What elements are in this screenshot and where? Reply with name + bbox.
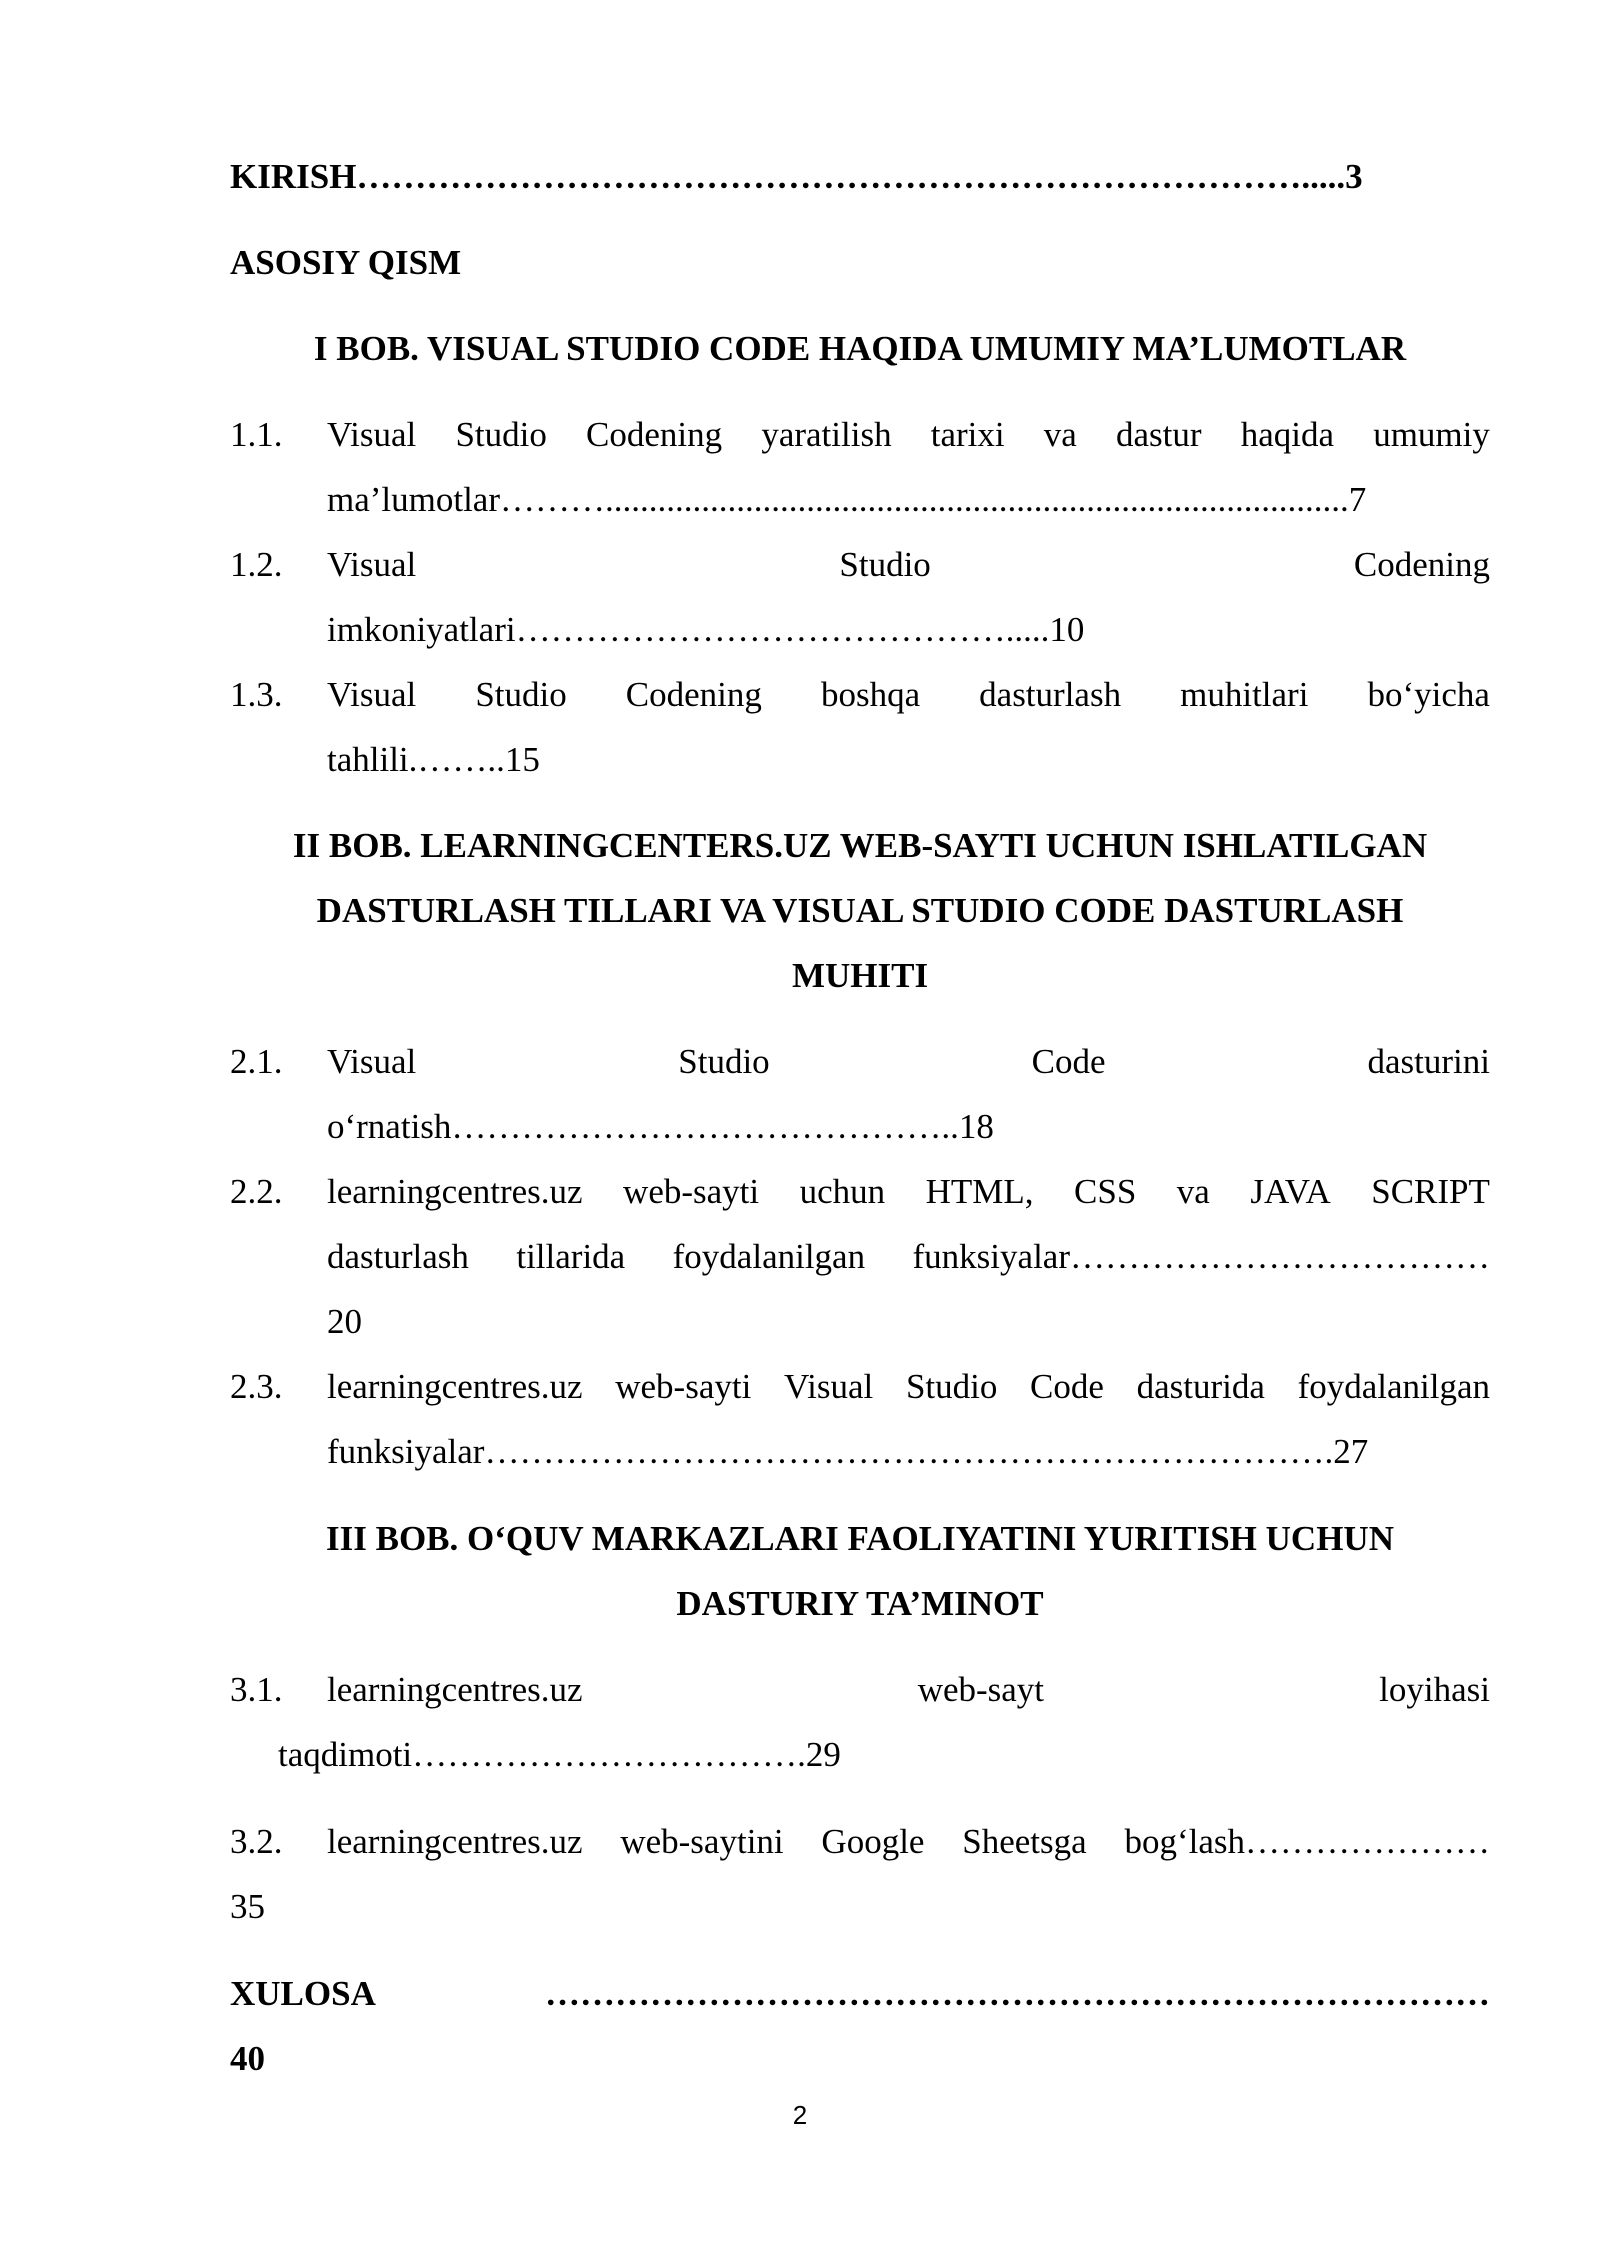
toc-word: Visual [783,1367,874,1406]
entry-1-3-line1 [327,673,1490,717]
toc-word: HTML, [925,1172,1034,1211]
entry-2-3-line1 [327,1365,1490,1409]
toc-word: Studio [678,1042,770,1081]
toc-word: loyihasi [1379,1670,1490,1709]
toc-word: Codening [625,675,762,714]
toc-word: foydalanilgan [1297,1367,1490,1406]
chapter-2-title-line1: II BOB. LEARNINGCENTERS.UZ WEB-SAYTI UCHUN ISHLATILGAN [292,826,1428,865]
toc-word: uchun [799,1172,886,1211]
toc-word: tillarida [516,1237,626,1276]
toc-word: bog‘lash………………… [1124,1822,1490,1861]
toc-word: Studio [905,1367,998,1406]
toc-word: learningcentres.uz [327,1172,583,1211]
toc-word: dasturini [1367,1042,1490,1081]
entry-1-3-number: 1.3. [230,675,283,714]
entry-3-1-line2: taqdimoti…………………………….29 [278,1735,841,1774]
toc-kirish: KIRISH……………………………………………………………………….....3 [230,157,1363,196]
entry-2-2-line2 [327,1235,1490,1279]
chapter-1-title: I BOB. VISUAL STUDIO CODE HAQIDA UMUMIY MA’LUMOTLAR [313,329,1407,368]
entry-2-3-number: 2.3. [230,1367,283,1406]
toc-word: boshqa [820,675,921,714]
toc-word: web-sayti [623,1172,760,1211]
chapter-2-title-line3: MUHITI [791,956,929,995]
entry-2-1-line2: o‘rnatish……………………………………..18 [327,1107,994,1146]
entry-3-2-line1 [327,1820,1490,1864]
entry-3-1-number: 3.1. [230,1670,283,1709]
toc-word: Studio [839,545,931,584]
toc-word: bo‘yicha [1367,675,1490,714]
toc-xulosa-dots: ……………………………………………………………………… [545,1974,1490,2013]
chapter-2-title-line2: DASTURLASH TILLARI VA VISUAL STUDIO CODE DASTURLASH [316,891,1404,930]
toc-word: learningcentres.uz [327,1670,583,1709]
toc-word: Google [821,1822,925,1861]
toc-word: Studio [455,415,547,454]
toc-word: web-sayt [917,1670,1045,1709]
entry-2-2-line1 [327,1170,1490,1214]
toc-word: Visual [327,415,417,454]
toc-word: dasturida [1136,1367,1265,1406]
entry-2-3-line2: funksiyalar……………………………………………………………….27 [327,1432,1369,1471]
toc-word: dastur [1116,415,1202,454]
entry-2-1-number: 2.1. [230,1042,283,1081]
toc-word: funksiyalar……………………………… [912,1237,1490,1276]
entry-1-1-line1 [327,413,1490,457]
toc-word: dasturlash [327,1237,469,1276]
toc-word: web-saytini [620,1822,784,1861]
chapter-3-title-line1: III BOB. O‘QUV MARKAZLARI FAOLIYATINI YURITISH UCHUN [326,1519,1394,1558]
toc-word: Sheetsga [962,1822,1087,1861]
page-number: 2 [792,2100,808,2130]
toc-word: foydalanilgan [672,1237,866,1276]
chapter-3-title-line2: DASTURIY TA’MINOT [676,1584,1044,1623]
entry-3-1-line1 [327,1668,1490,1712]
toc-word: Visual [327,545,417,584]
toc-word: Studio [475,675,567,714]
toc-word: CSS [1074,1172,1137,1211]
toc-word: Visual [327,675,417,714]
toc-word: dasturlash [979,675,1122,714]
toc-word: yaratilish [761,415,892,454]
toc-word: muhitlari [1180,675,1309,714]
entry-1-3-line2: tahlili.……..15 [327,740,540,779]
toc-word: JAVA [1250,1172,1331,1211]
toc-word: Code [1030,1367,1104,1406]
toc-word: Codening [1353,545,1490,584]
toc-word: umumiy [1373,415,1490,454]
toc-asosiy-qism: ASOSIY QISM [230,243,462,282]
toc-word: tarixi [930,415,1005,454]
toc-word: Codening [586,415,723,454]
entry-1-1-number: 1.1. [230,415,283,454]
entry-2-2-number: 2.2. [230,1172,283,1211]
toc-word: Visual [327,1042,417,1081]
toc-word: va [1043,415,1077,454]
entry-2-2-line3: 20 [327,1302,362,1341]
toc-xulosa-label: XULOSA [230,1974,376,2013]
toc-word: SCRIPT [1371,1172,1490,1211]
entry-1-2-number: 1.2. [230,545,283,584]
toc-word: Code [1031,1042,1106,1081]
toc-word: haqida [1240,415,1335,454]
entry-1-1-line2: ma’lumotlar……….....................................................................................7 [327,480,1367,519]
toc-word: learningcentres.uz [327,1367,583,1406]
toc-word: va [1176,1172,1210,1211]
entry-1-2-line2: imkoniyatlari…………………………………….....10 [327,610,1085,649]
toc-word: web-sayti [615,1367,752,1406]
entry-3-2-line2: 35 [230,1887,265,1926]
entry-2-1-line1 [327,1040,1490,1084]
entry-1-2-line1 [327,543,1490,587]
entry-3-2-number: 3.2. [230,1822,283,1861]
toc-word: learningcentres.uz [327,1822,583,1861]
toc-xulosa-page: 40 [230,2039,265,2078]
